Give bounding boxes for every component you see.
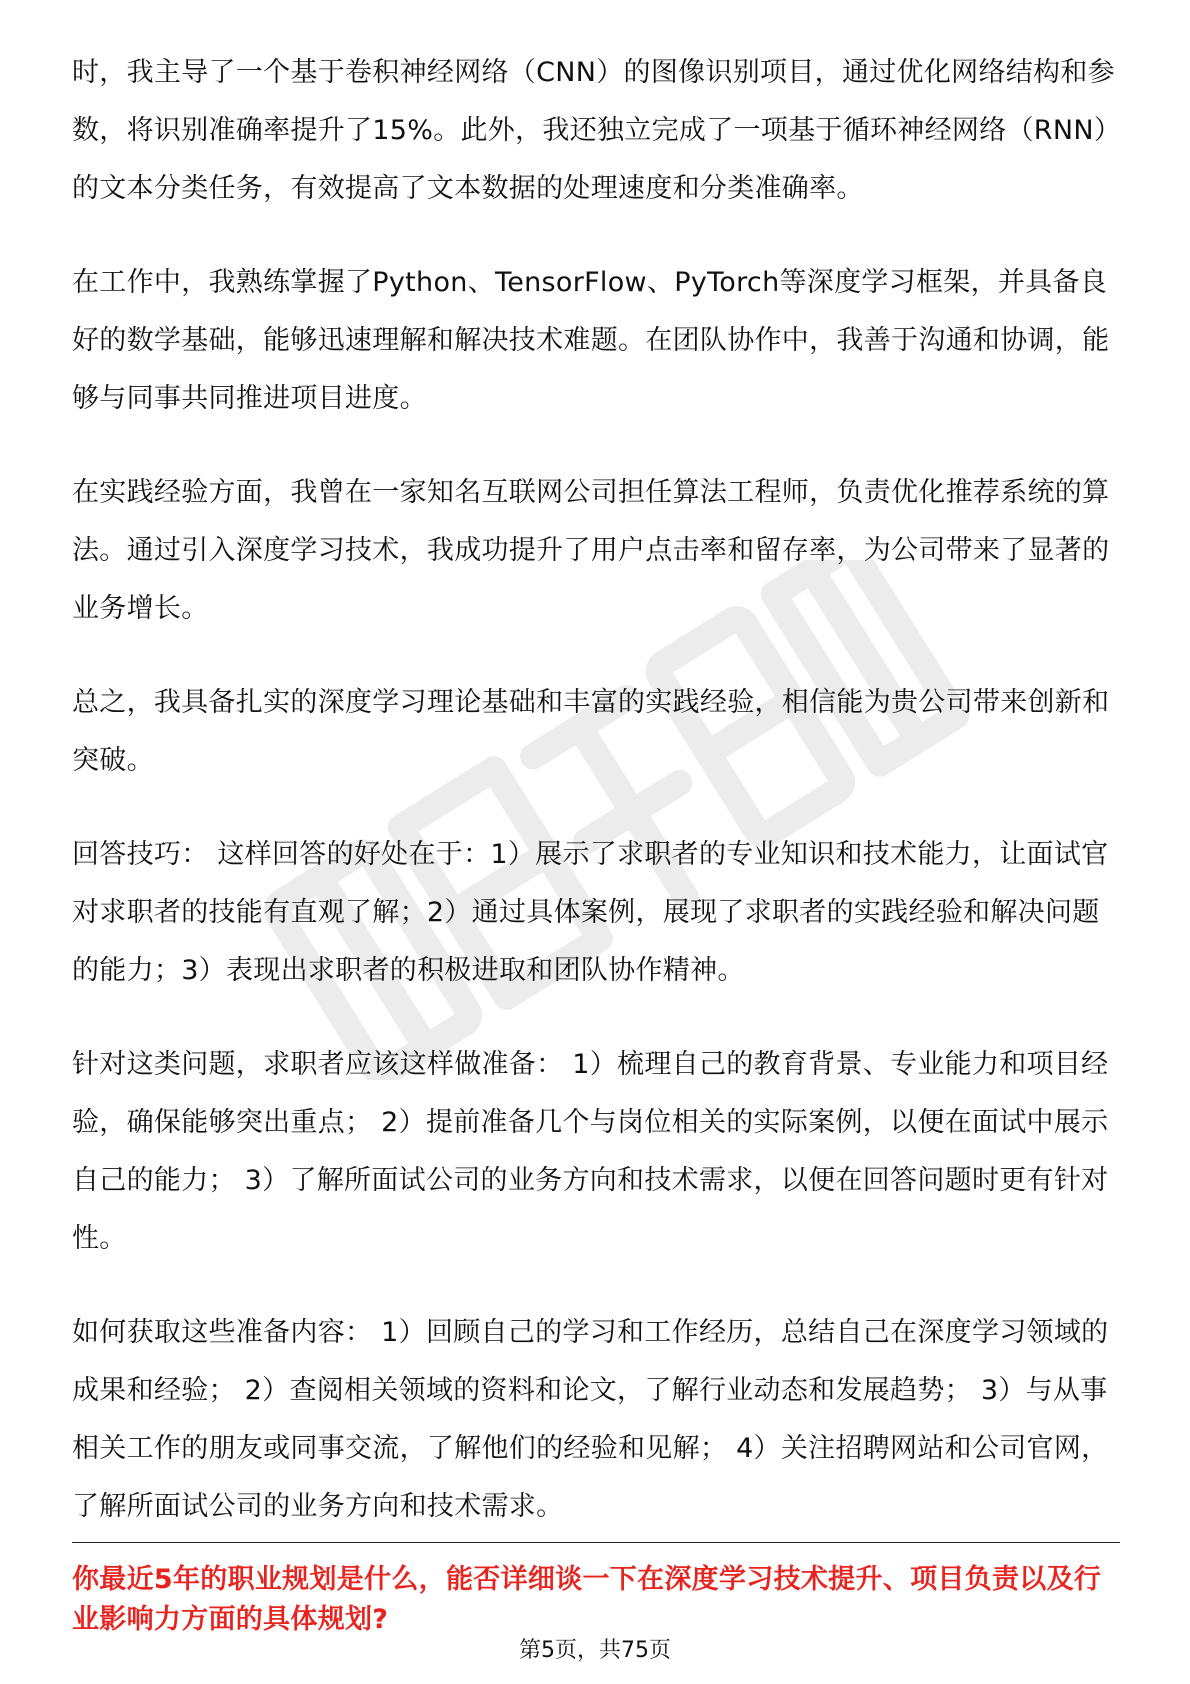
next-question-heading: 你最近5年的职业规划是什么，能否详细谈一下在深度学习技术提升、项目负责以及行业影响力方面的具体规划? [72,1564,1102,1635]
body-paragraph: 总之，我具备扎实的深度学习理论基础和丰富的实践经验，相信能为贵公司带来创新和突破。 [72,687,1110,776]
body-paragraph: 在工作中，我熟练掌握了Python、TensorFlow、PyTorch等深度学习框架，并具备良好的数学基础，能够迅速理解和解决技术难题。在团队协作中，我善于沟通和协调，能够与同事共同推进项目进度。 [72,267,1110,414]
page-footer: 第5页，共75页 [519,1638,671,1663]
answer-tips-paragraph: 回答技巧： 这样回答的好处在于：1）展示了求职者的专业知识和技术能力，让面试官对求职者的技能有直观了解；2）通过具体案例，展现了求职者的实践经验和解决问题的能力；3）表现出求职者的积极进取和团队协作精神。 [72,839,1109,986]
preparation-paragraph: 针对这类问题，求职者应该这样做准备： 1）梳理自己的教育背景、专业能力和项目经验，确保能够突出重点； 2）提前准备几个与岗位相关的实际案例，以便在面试中展示自己的能力； 3）了解所面试公司的业务方向和技术需求，以便在回答问题时更有针对性。 [72,1049,1109,1254]
body-paragraph: 在实践经验方面，我曾在一家知名互联网公司担任算法工程师，负责优化推荐系统的算法。通过引入深度学习技术，我成功提升了用户点击率和留存率，为公司带来了显著的业务增长。 [72,477,1110,624]
document-body [72,44,1120,1572]
section-divider [72,1542,1120,1543]
body-paragraph: 时，我主导了一个基于卷积神经网络（CNN）的图像识别项目，通过优化网络结构和参数，将识别准确率提升了15%。此外，我还独立完成了一项基于循环神经网络（RNN）的文本分类任务，有效提高了文本数据的处理速度和分类准确率。 [72,57,1115,204]
resources-paragraph: 如何获取这些准备内容： 1）回顾自己的学习和工作经历，总结自己在深度学习领域的成果和经验； 2）查阅相关领域的资料和论文，了解行业动态和发展趋势； 3）与从事相关工作的朋友或同事交流，了解他们的经验和见解； 4）关注招聘网站和公司官网，了解所面试公司的业务方向和技术需求。 [72,1317,1109,1522]
